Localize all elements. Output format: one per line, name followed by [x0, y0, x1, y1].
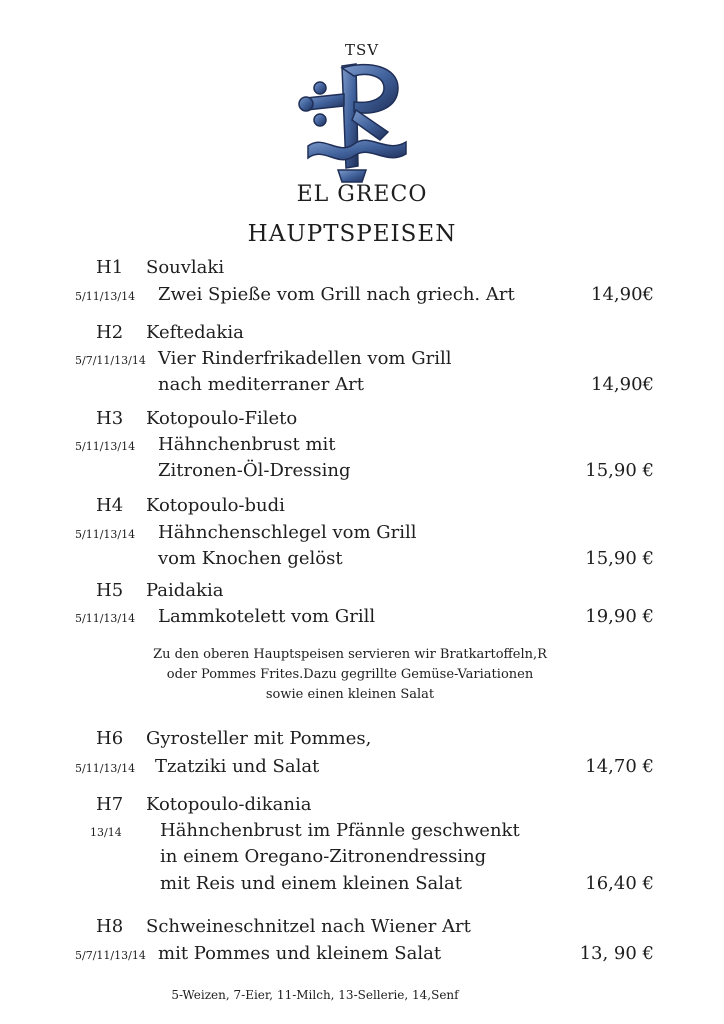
item-desc-h4-line2: vom Knochen gelöst	[158, 548, 343, 569]
item-code-h6: H6	[96, 728, 124, 749]
item-desc-h7-line1: Hähnchenbrust im Pfännle geschwenkt	[160, 820, 520, 841]
item-desc-h7-line2: in einem Oregano-Zitronendressing	[160, 846, 487, 867]
item-name-h6: Gyrosteller mit Pommes,	[146, 728, 372, 749]
item-allergens-h2: 5/7/11/13/14	[75, 354, 146, 367]
allergen-legend: 5-Weizen, 7-Eier, 11-Milch, 13-Sellerie, 14,Senf	[171, 988, 459, 1002]
item-allergens-h4: 5/11/13/14	[75, 528, 136, 541]
item-code-h4: H4	[96, 495, 124, 516]
item-price-h5: 19,90 €	[585, 606, 654, 627]
item-desc-h3-line2: Zitronen-Öl-Dressing	[158, 460, 351, 481]
item-desc-h2-line2: nach mediterraner Art	[158, 374, 364, 395]
item-desc-h2-line1: Vier Rinderfrikadellen vom Grill	[158, 348, 452, 369]
item-name-h5: Paidakia	[146, 580, 224, 601]
restaurant-name: EL GRECO	[296, 182, 428, 207]
item-allergens-h1: 5/11/13/14	[75, 290, 136, 303]
item-desc-h4-line1: Hähnchenschlegel vom Grill	[158, 522, 417, 543]
item-code-h2: H2	[96, 322, 124, 343]
item-name-h4: Kotopoulo-budi	[146, 495, 285, 516]
item-price-h8: 13, 90 €	[579, 943, 654, 964]
item-desc-h1-line1: Zwei Spieße vom Grill nach griech. Art	[158, 284, 515, 305]
item-desc-h7-line3: mit Reis und einem kleinen Salat	[160, 873, 462, 894]
item-price-h4: 15,90 €	[585, 548, 654, 569]
item-desc-h6-line1: Tzatziki und Salat	[155, 756, 320, 777]
item-code-h5: H5	[96, 580, 124, 601]
item-allergens-h7: 13/14	[90, 826, 122, 839]
item-allergens-h8: 5/7/11/13/14	[75, 949, 146, 962]
club-name: TSV	[344, 41, 380, 59]
item-price-h7: 16,40 €	[585, 873, 654, 894]
item-allergens-h3: 5/11/13/14	[75, 440, 136, 453]
item-desc-h5-line1: Lammkotelett vom Grill	[158, 606, 376, 627]
item-price-h2: 14,90€	[591, 374, 654, 395]
page-title: HAUPTSPEISEN	[247, 221, 457, 247]
item-name-h7: Kotopoulo-dikania	[146, 794, 312, 815]
item-price-h3: 15,90 €	[585, 460, 654, 481]
item-name-h2: Keftedakia	[146, 322, 244, 343]
item-name-h1: Souvlaki	[146, 257, 225, 278]
item-code-h7: H7	[96, 794, 124, 815]
item-name-h3: Kotopoulo-Fileto	[146, 408, 298, 429]
chi-rho-logo	[298, 58, 416, 186]
item-price-h1: 14,90€	[591, 284, 654, 305]
item-allergens-h5: 5/11/13/14	[75, 612, 136, 625]
item-name-h8: Schweineschnitzel nach Wiener Art	[146, 916, 471, 937]
side-dish-note	[90, 645, 610, 705]
item-desc-h3-line1: Hähnchenbrust mit	[158, 434, 336, 455]
item-allergens-h6: 5/11/13/14	[75, 762, 136, 775]
item-price-h6: 14,70 €	[585, 756, 654, 777]
item-code-h3: H3	[96, 408, 124, 429]
note-line-1: Zu den oberen Hauptspeisen servieren wir Bratkartoffeln,R	[153, 647, 547, 662]
note-line-3: sowie einen kleinen Salat	[265, 687, 435, 702]
item-code-h8: H8	[96, 916, 124, 937]
item-code-h1: H1	[96, 257, 124, 278]
note-line-2: oder Pommes Frites.Dazu gegrillte Gemüse-Variationen	[166, 667, 534, 682]
item-desc-h8-line1: mit Pommes und kleinem Salat	[158, 943, 442, 964]
